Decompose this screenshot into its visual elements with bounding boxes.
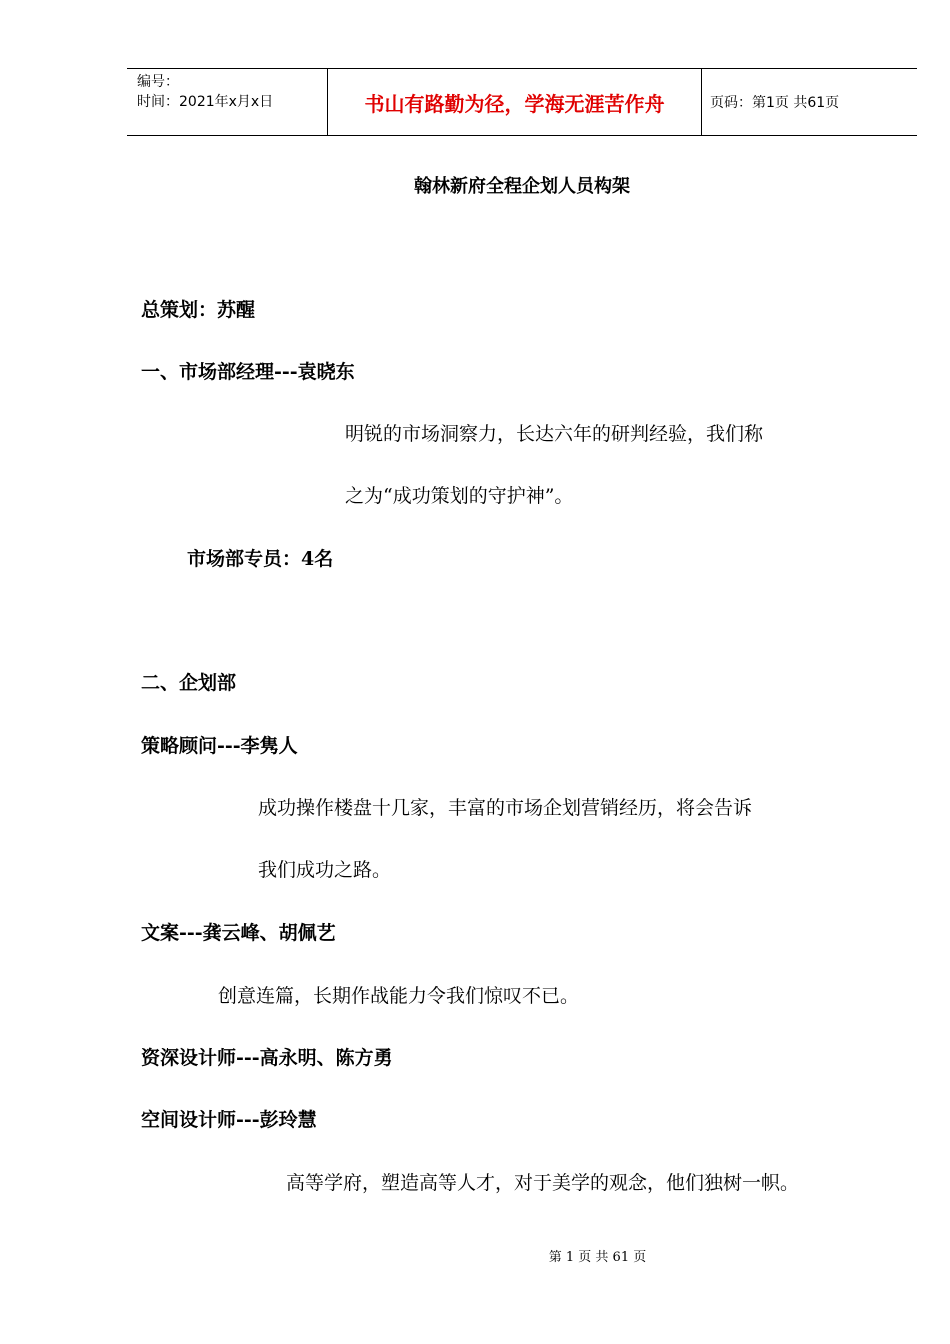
document-time: 时间：2021年x月x日 bbox=[137, 94, 274, 110]
page-header bbox=[127, 68, 917, 136]
header-motto: 书山有路勤为径，学海无涯苦作舟 bbox=[328, 69, 702, 135]
copy-desc: 创意连篇，长期作战能力令我们惊叹不已。 bbox=[218, 985, 580, 1007]
section1-desc-line1: 明锐的市场洞察力，长达六年的研判经验，我们称 bbox=[345, 423, 764, 445]
advisor-desc-line2: 我们成功之路。 bbox=[258, 859, 392, 881]
advisor-heading: 策略顾问---李隽人 bbox=[141, 735, 298, 757]
section1-heading: 一、市场部经理---袁晓东 bbox=[141, 361, 355, 383]
section1-desc-line2: 之为“成功策划的守护神”。 bbox=[345, 485, 574, 507]
header-meta bbox=[127, 69, 328, 135]
advisor-desc-line1: 成功操作楼盘十几家，丰富的市场企划营销经历，将会告诉 bbox=[258, 797, 753, 819]
header-page-info: 页码：第1页 共61页 bbox=[710, 95, 840, 111]
chief-planner: 总策划：苏醒 bbox=[141, 299, 256, 321]
copy-heading: 文案---龚云峰、胡佩艺 bbox=[141, 922, 336, 944]
page-footer: 第 1 页 共 61 页 bbox=[548, 1250, 647, 1265]
space-designer-desc: 高等学府，塑造高等人才，对于美学的观念，他们独树一帜。 bbox=[286, 1172, 800, 1194]
section2-heading: 二、企划部 bbox=[141, 672, 237, 694]
document-title: 翰林新府全程企划人员构架 bbox=[414, 176, 630, 197]
document-number: 编号： bbox=[137, 74, 179, 90]
section1-staff: 市场部专员：4名 bbox=[187, 548, 334, 570]
space-designer-heading: 空间设计师---彭玲慧 bbox=[141, 1109, 317, 1131]
senior-designer-heading: 资深设计师---高永明、陈方勇 bbox=[141, 1047, 393, 1069]
